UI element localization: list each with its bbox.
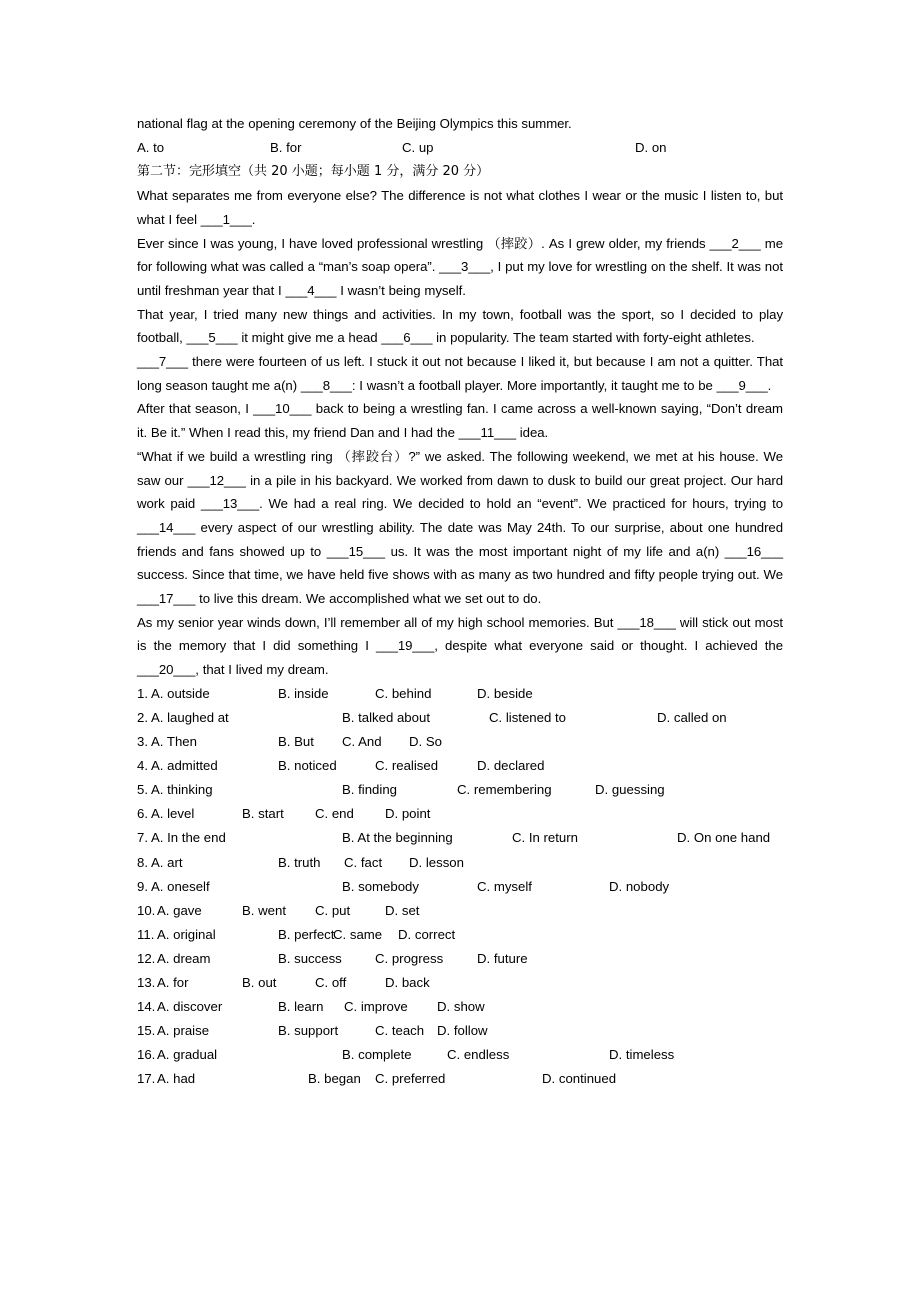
question-row bbox=[137, 778, 783, 802]
choice-b[interactable]: B. inside bbox=[278, 685, 329, 701]
choice-b[interactable]: B. perfect bbox=[278, 926, 335, 942]
choice-c[interactable]: C. myself bbox=[477, 878, 532, 894]
question-number: 13. bbox=[137, 974, 156, 990]
question-number: 4. bbox=[137, 758, 148, 774]
choice-c[interactable]: C. progress bbox=[375, 950, 444, 966]
question-number: 15. bbox=[137, 1023, 156, 1039]
choice-c[interactable]: C. In return bbox=[512, 830, 578, 846]
choice-a[interactable]: A. praise bbox=[157, 1023, 210, 1039]
question-row bbox=[137, 899, 783, 923]
option-b[interactable]: B. for bbox=[270, 139, 302, 155]
question-number: 3. bbox=[137, 734, 148, 750]
choice-b[interactable]: B. truth bbox=[278, 854, 321, 870]
choice-d[interactable]: D. follow bbox=[437, 1023, 488, 1039]
passage-paragraph-5: After that season, I ___10___ back to being a wrestling fan. I came across a well-known saying, “Don’t dream it. Be it.” When I read this, my friend Dan and I had the ___11___ idea. bbox=[137, 401, 783, 441]
choice-d[interactable]: D. nobody bbox=[609, 878, 670, 894]
passage-paragraph-4: ___7___ there were fourteen of us left. I stuck it out not because I liked it, but because I am not a quitter. That long season taught me a(n) ___8___: I wasn’t a football player. More importantly, it taught me to be ___9___. bbox=[137, 354, 783, 393]
choice-c[interactable]: C. off bbox=[315, 974, 347, 990]
option-d[interactable]: D. on bbox=[635, 139, 667, 155]
choice-a[interactable]: A. admitted bbox=[151, 758, 218, 774]
choice-a[interactable]: A. original bbox=[157, 926, 216, 942]
choice-d[interactable]: D. point bbox=[385, 806, 431, 822]
choice-d[interactable]: D. guessing bbox=[595, 782, 665, 798]
question-row bbox=[137, 947, 783, 971]
question-number: 8. bbox=[137, 854, 148, 870]
question-row bbox=[137, 802, 783, 826]
question-row bbox=[137, 923, 783, 947]
choice-b[interactable]: B. somebody bbox=[342, 878, 419, 894]
choice-a[interactable]: A. oneself bbox=[151, 878, 210, 894]
choice-d[interactable]: D. beside bbox=[477, 685, 533, 701]
section-heading-label: 第二节：完形填空（共 20 小题；每小题 1 分，满分 20 分） bbox=[137, 164, 490, 180]
choice-a[interactable]: A. thinking bbox=[151, 782, 213, 798]
question-row bbox=[137, 875, 783, 899]
choice-a[interactable]: A. In the end bbox=[151, 830, 226, 846]
choice-c[interactable]: C. end bbox=[315, 806, 354, 822]
choice-a[interactable]: A. level bbox=[151, 806, 195, 822]
choice-d[interactable]: D. show bbox=[437, 999, 485, 1015]
choice-c[interactable]: C. teach bbox=[375, 1023, 425, 1039]
choice-c[interactable]: C. preferred bbox=[375, 1071, 446, 1087]
choice-b[interactable]: B. out bbox=[242, 974, 277, 990]
section-heading bbox=[137, 159, 783, 184]
choice-d[interactable]: D. continued bbox=[542, 1071, 617, 1087]
carryover-stem-options bbox=[137, 136, 783, 160]
choice-d[interactable]: D. future bbox=[477, 950, 528, 966]
question-number: 1. bbox=[137, 685, 148, 701]
choice-a[interactable]: A. for bbox=[157, 974, 189, 990]
choice-b[interactable]: B. talked about bbox=[342, 709, 430, 725]
question-row bbox=[137, 971, 783, 995]
choice-a[interactable]: A. laughed at bbox=[151, 709, 229, 725]
choice-b[interactable]: B. learn bbox=[278, 999, 324, 1015]
question-number: 11. bbox=[137, 926, 155, 942]
question-row bbox=[137, 1019, 783, 1043]
choice-b[interactable]: B. But bbox=[278, 734, 314, 750]
choice-b[interactable]: B. complete bbox=[342, 1047, 412, 1063]
choice-b[interactable]: B. noticed bbox=[278, 758, 337, 774]
choice-a[interactable]: A. discover bbox=[157, 999, 223, 1015]
question-number: 9. bbox=[137, 878, 148, 894]
choice-b[interactable]: B. went bbox=[242, 902, 286, 918]
choice-d[interactable]: D. back bbox=[385, 974, 430, 990]
choice-c[interactable]: C. improve bbox=[344, 999, 408, 1015]
question-number: 16. bbox=[137, 1047, 156, 1063]
carryover-stem-text: national flag at the opening ceremony of the Beijing Olympics this summer. bbox=[137, 116, 572, 131]
passage-paragraph-2: Ever since I was young, I have loved professional wrestling （摔跤）. As I grew older, my friends ___2___ me for following what was called a “man’s soap opera”. ___3___, I put my love for wrestling on the shelf. It was not until freshman year that I ___4___ I wasn’t being myself. bbox=[137, 235, 783, 298]
question-options-list bbox=[137, 682, 783, 1092]
question-row bbox=[137, 1067, 783, 1091]
question-number: 12. bbox=[137, 950, 156, 966]
choice-a[interactable]: A. Then bbox=[151, 734, 197, 750]
question-row bbox=[137, 730, 783, 754]
passage-paragraph-6: “What if we build a wrestling ring （摔跤台）?” we asked. The following weekend, we met at his house. We saw our ___12___ in a pile in his backyard. We worked from dawn to dusk to build our great project. Our hard work paid ___13___. We had a real ring. We decided to hold an “event”. We practiced for hours, trying to ___14___ every aspect of our wrestling ability. The date was May 24th. To our surprise, about one hundred friends and fans showed up to ___15___ us. It was the most important night of my life and a(n) ___16___ success. Since that time, we have held five shows with as many as two hundred and fifty people trying out. We ___17___ to live this dream. We accomplished what we set out to do. bbox=[137, 448, 783, 607]
question-number: 2. bbox=[137, 709, 148, 725]
choice-c[interactable]: C. remembering bbox=[457, 782, 552, 798]
question-number: 7. bbox=[137, 830, 148, 846]
choice-c[interactable]: C. listened to bbox=[489, 709, 566, 725]
choice-a[interactable]: A. dream bbox=[157, 950, 211, 966]
choice-d[interactable]: D. called on bbox=[657, 709, 727, 725]
choice-c[interactable]: C. endless bbox=[447, 1047, 510, 1063]
question-number: 10. bbox=[137, 902, 156, 918]
option-a[interactable]: A. to bbox=[137, 139, 165, 155]
passage-paragraph-3: That year, I tried many new things and activities. In my town, football was the sport, so I decided to play football, ___5___ it might give me a head ___6___ in popularity. The team started with forty-eight athletes. bbox=[137, 306, 783, 346]
choice-c[interactable]: C. put bbox=[315, 902, 351, 918]
choice-a[interactable]: A. outside bbox=[151, 685, 210, 701]
choice-b[interactable]: B. start bbox=[242, 806, 284, 822]
question-row bbox=[137, 995, 783, 1019]
choice-c[interactable]: C. same bbox=[333, 926, 383, 942]
question-row bbox=[137, 826, 783, 850]
choice-d[interactable]: D. So bbox=[409, 734, 442, 750]
choice-a[interactable]: A. art bbox=[151, 854, 183, 870]
option-c[interactable]: C. up bbox=[402, 139, 434, 155]
choice-b[interactable]: B. At the beginning bbox=[342, 830, 453, 846]
choice-d[interactable]: D. correct bbox=[398, 926, 456, 942]
question-row bbox=[137, 706, 783, 730]
passage-paragraph-1: What separates me from everyone else? The difference is not what clothes I wear or the music I listen to, but what I feel ___1___. bbox=[137, 188, 783, 227]
passage-paragraph-7: As my senior year winds down, I’ll remember all of my high school memories. But ___18___ will stick out most is the memory that I did something I ___19___, despite what everyone said or thought. I achieved the ___20___, that I lived my dream. bbox=[137, 614, 783, 678]
question-row bbox=[137, 1043, 783, 1067]
question-number: 17. bbox=[137, 1071, 156, 1087]
choice-b[interactable]: B. finding bbox=[342, 782, 397, 798]
choice-d[interactable]: D. set bbox=[385, 902, 420, 918]
choice-d[interactable]: D. lesson bbox=[409, 854, 464, 870]
question-row bbox=[137, 754, 783, 778]
choice-a[interactable]: A. gradual bbox=[157, 1047, 218, 1063]
choice-a[interactable]: A. gave bbox=[157, 902, 202, 918]
choice-b[interactable]: B. success bbox=[278, 950, 342, 966]
choice-d[interactable]: D. timeless bbox=[609, 1047, 675, 1063]
page-content bbox=[137, 112, 783, 1091]
question-number: 6. bbox=[137, 806, 148, 822]
choice-c[interactable]: C. behind bbox=[375, 685, 432, 701]
choice-b[interactable]: B. began bbox=[308, 1071, 361, 1087]
choice-d[interactable]: D. On one hand bbox=[677, 830, 771, 846]
question-number: 5. bbox=[137, 782, 148, 798]
choice-d[interactable]: D. declared bbox=[477, 758, 545, 774]
choice-c[interactable]: C. And bbox=[342, 734, 382, 750]
choice-a[interactable]: A. had bbox=[157, 1071, 196, 1087]
question-row bbox=[137, 682, 783, 706]
choice-c[interactable]: C. realised bbox=[375, 758, 439, 774]
choice-b[interactable]: B. support bbox=[278, 1023, 339, 1039]
question-row bbox=[137, 851, 783, 875]
question-number: 14. bbox=[137, 999, 156, 1015]
choice-c[interactable]: C. fact bbox=[344, 854, 383, 870]
